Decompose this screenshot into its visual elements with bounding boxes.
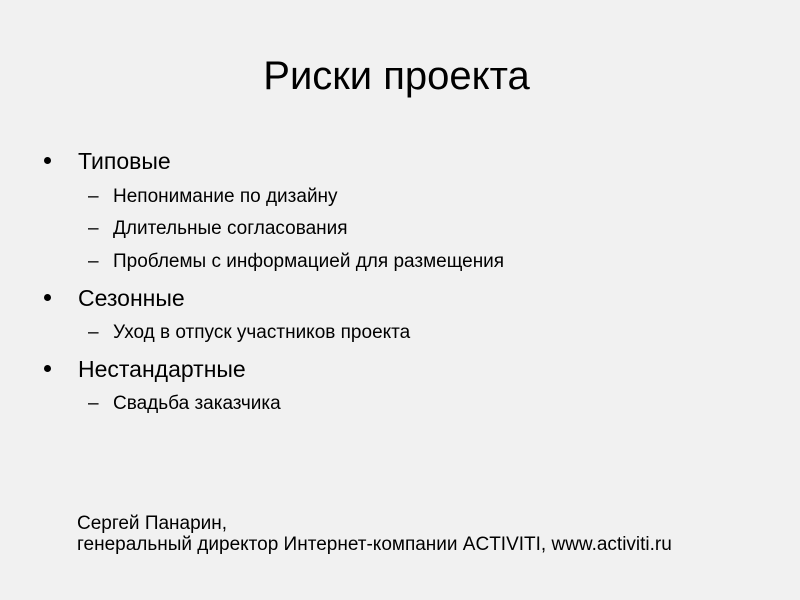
- bullet-dot-icon: [44, 365, 51, 372]
- bullet-label: Нестандартные: [78, 356, 246, 382]
- sub-item-label: Проблемы с информацией для размещения: [113, 251, 505, 272]
- slide-title: Риски проекта: [263, 54, 530, 98]
- author-footer: [77, 513, 672, 555]
- author-position: генеральный директор Интернет-компании ACTIVITI, www.activiti.ru: [77, 534, 672, 555]
- bullet-dot-icon: [44, 294, 51, 301]
- dash-icon: –: [88, 322, 99, 343]
- bullet-dot-icon: [44, 157, 51, 164]
- sub-item-label: Свадьба заказчика: [113, 393, 281, 414]
- bullet-label: Типовые: [78, 148, 171, 174]
- author-name: Сергей Панарин,: [77, 513, 228, 534]
- dash-icon: –: [88, 393, 99, 414]
- dash-icon: –: [88, 251, 99, 272]
- sub-item-label: Уход в отпуск участников проекта: [113, 322, 411, 343]
- bullet-label: Сезонные: [78, 285, 185, 311]
- sub-item-label: Длительные согласования: [113, 218, 348, 239]
- dash-icon: –: [88, 186, 99, 207]
- dash-icon: –: [88, 218, 99, 239]
- sub-item-label: Непонимание по дизайну: [113, 186, 338, 207]
